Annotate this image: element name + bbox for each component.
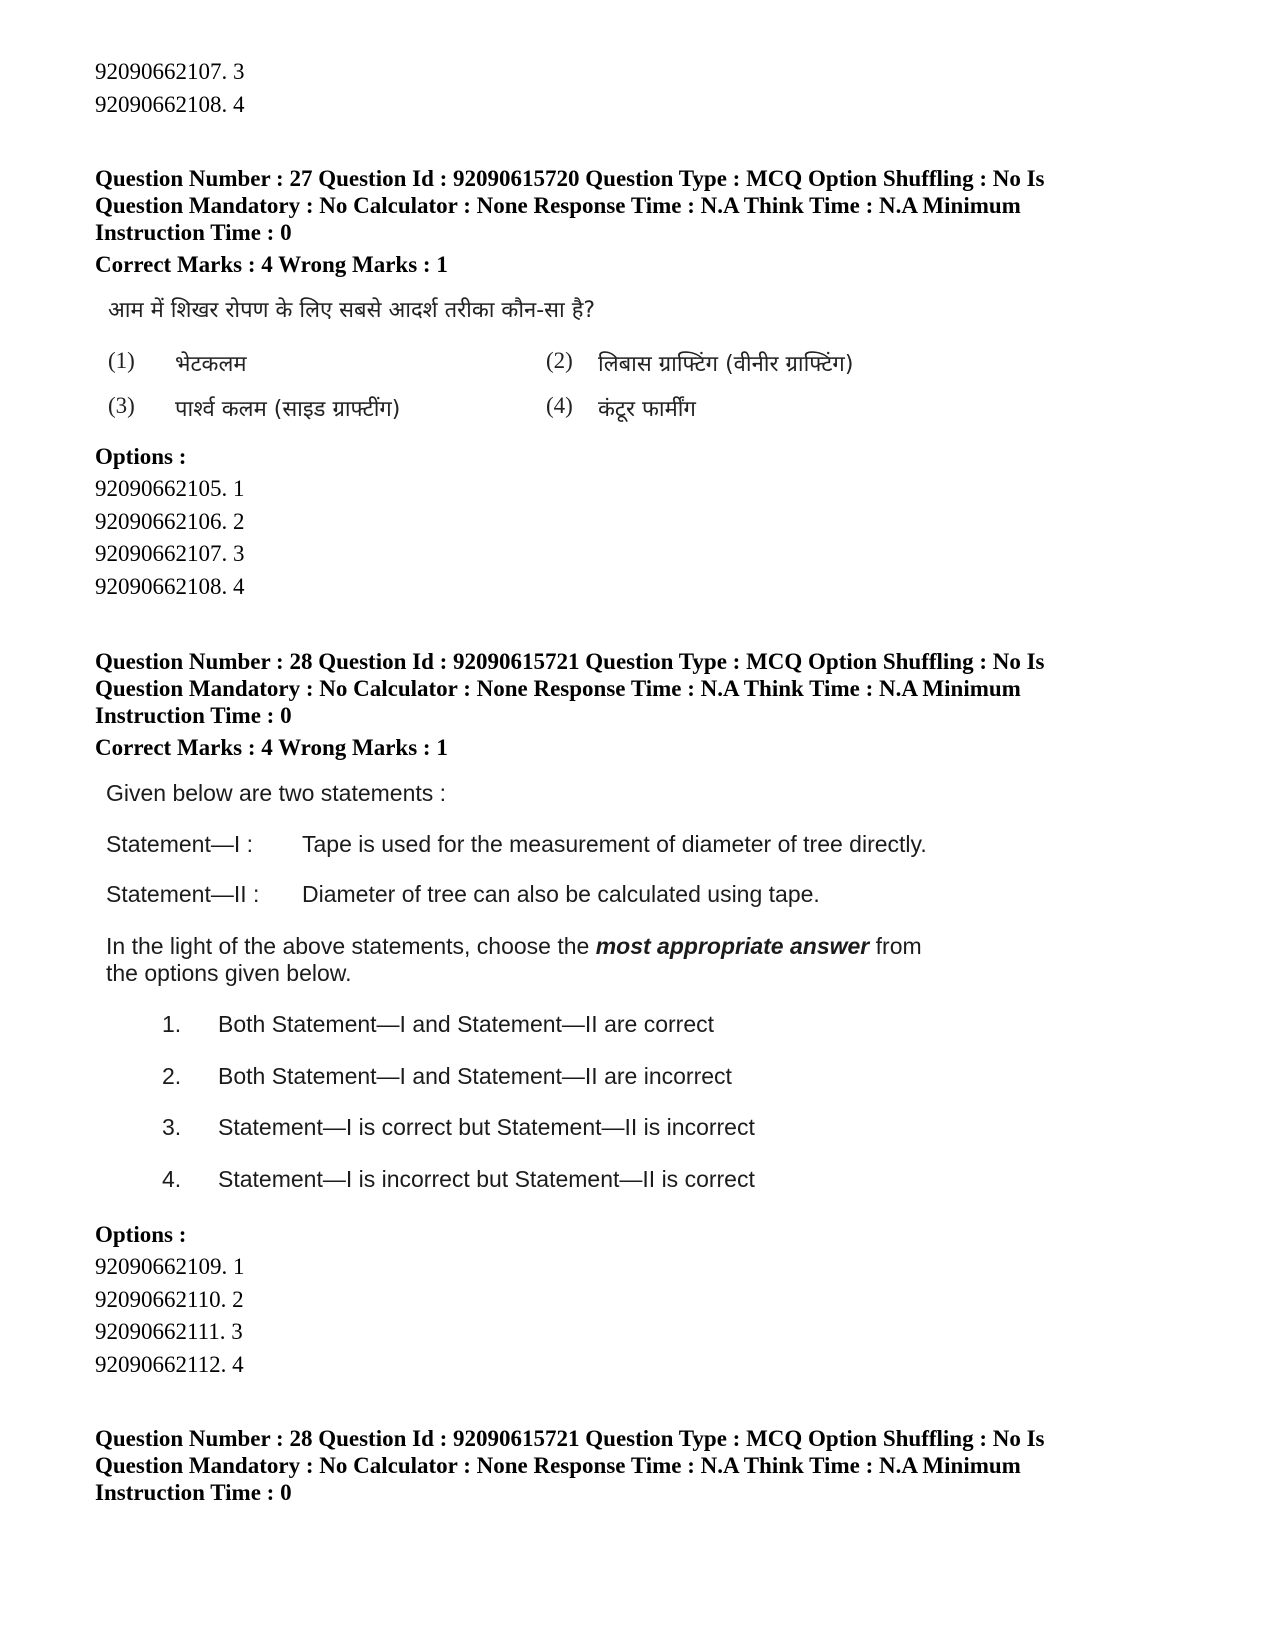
- q28-choice-num-4: 4.: [162, 1166, 182, 1192]
- q28-choice-num-2: 2.: [162, 1063, 182, 1089]
- q28-instruction-line1: [106, 933, 922, 960]
- q27-choice-text-3: पार्श्व कलम (साइड ग्राफ्टींग): [175, 397, 401, 422]
- q27-question-text: आम में शिखर रोपण के लिए सबसे आदर्श तरीका कौन-सा है?: [108, 298, 596, 323]
- q28-choice-num-1: 1.: [162, 1011, 182, 1037]
- q28-statement2-label: Statement—II :: [106, 881, 260, 907]
- q28-instruction-emphasis: most appropriate answer: [595, 933, 870, 959]
- option-line: 92090662109. 1: [95, 1254, 245, 1279]
- q27-header-line3: Instruction Time : 0: [95, 220, 292, 245]
- q28-choice-text-2: Both Statement—I and Statement—II are incorrect: [218, 1063, 732, 1089]
- option-line: 92090662112. 4: [95, 1352, 244, 1377]
- option-line: 92090662107. 3: [95, 59, 245, 84]
- q28-instruction-pre: In the light of the above statements, choose the: [106, 933, 596, 959]
- q28-choice-num-3: 3.: [162, 1114, 182, 1140]
- q28-statement1-label: Statement—I :: [106, 831, 254, 857]
- q28-header-line3: Instruction Time : 0: [95, 703, 292, 728]
- q27-choice-text-1: भेटकलम: [175, 352, 247, 377]
- q27-header-line1: Question Number : 27 Question Id : 92090615720 Question Type : MCQ Option Shuffling : No Is: [95, 166, 1045, 191]
- option-line: 92090662108. 4: [95, 92, 245, 117]
- q28-header-line2: Question Mandatory : No Calculator : None Response Time : N.A Think Time : N.A Minimum: [95, 676, 1021, 701]
- q27-choice-num-4: (4): [546, 393, 573, 418]
- q28-intro: Given below are two statements :: [106, 780, 447, 806]
- q27-choice-text-4: कंटूर फार्मींग: [598, 397, 696, 422]
- q27-marks: Correct Marks : 4 Wrong Marks : 1: [95, 252, 448, 277]
- option-line: 92090662108. 4: [95, 574, 245, 599]
- q28-choice-text-3: Statement—I is correct but Statement—II is incorrect: [218, 1114, 755, 1140]
- q28-marks: Correct Marks : 4 Wrong Marks : 1: [95, 735, 448, 760]
- q27-choice-num-3: (3): [108, 393, 135, 418]
- q27-choice-num-1: (1): [108, 348, 135, 373]
- q27-choice-num-2: (2): [546, 348, 573, 373]
- option-line: 92090662106. 2: [95, 509, 245, 534]
- option-line: 92090662105. 1: [95, 476, 245, 501]
- q28-instruction-line2: the options given below.: [106, 960, 352, 986]
- q28-instruction-post: from: [869, 933, 922, 959]
- option-line: 92090662110. 2: [95, 1287, 244, 1312]
- q28-choice-text-1: Both Statement—I and Statement—II are correct: [218, 1011, 715, 1037]
- q27-choice-text-2: लिबास ग्राफ्टिंग (वीनीर ग्राफ्टिंग): [598, 352, 854, 377]
- q28-repeat-header-line3: Instruction Time : 0: [95, 1480, 292, 1505]
- option-line: 92090662111. 3: [95, 1319, 243, 1344]
- q28-statement2-text: Diameter of tree can also be calculated using tape.: [302, 881, 820, 907]
- q28-choice-text-4: Statement—I is incorrect but Statement—II is correct: [218, 1166, 755, 1192]
- q28-options-label: Options :: [95, 1222, 187, 1247]
- q27-header-line2: Question Mandatory : No Calculator : None Response Time : N.A Think Time : N.A Minimum: [95, 193, 1021, 218]
- option-line: 92090662107. 3: [95, 541, 245, 566]
- q28-header-line1: Question Number : 28 Question Id : 92090615721 Question Type : MCQ Option Shuffling : No Is: [95, 649, 1045, 674]
- q28-repeat-header-line1: Question Number : 28 Question Id : 92090615721 Question Type : MCQ Option Shuffling : No Is: [95, 1426, 1045, 1451]
- q27-options-label: Options :: [95, 444, 187, 469]
- q28-repeat-header-line2: Question Mandatory : No Calculator : None Response Time : N.A Think Time : N.A Minimum: [95, 1453, 1021, 1478]
- q28-statement1-text: Tape is used for the measurement of diameter of tree directly.: [302, 831, 927, 857]
